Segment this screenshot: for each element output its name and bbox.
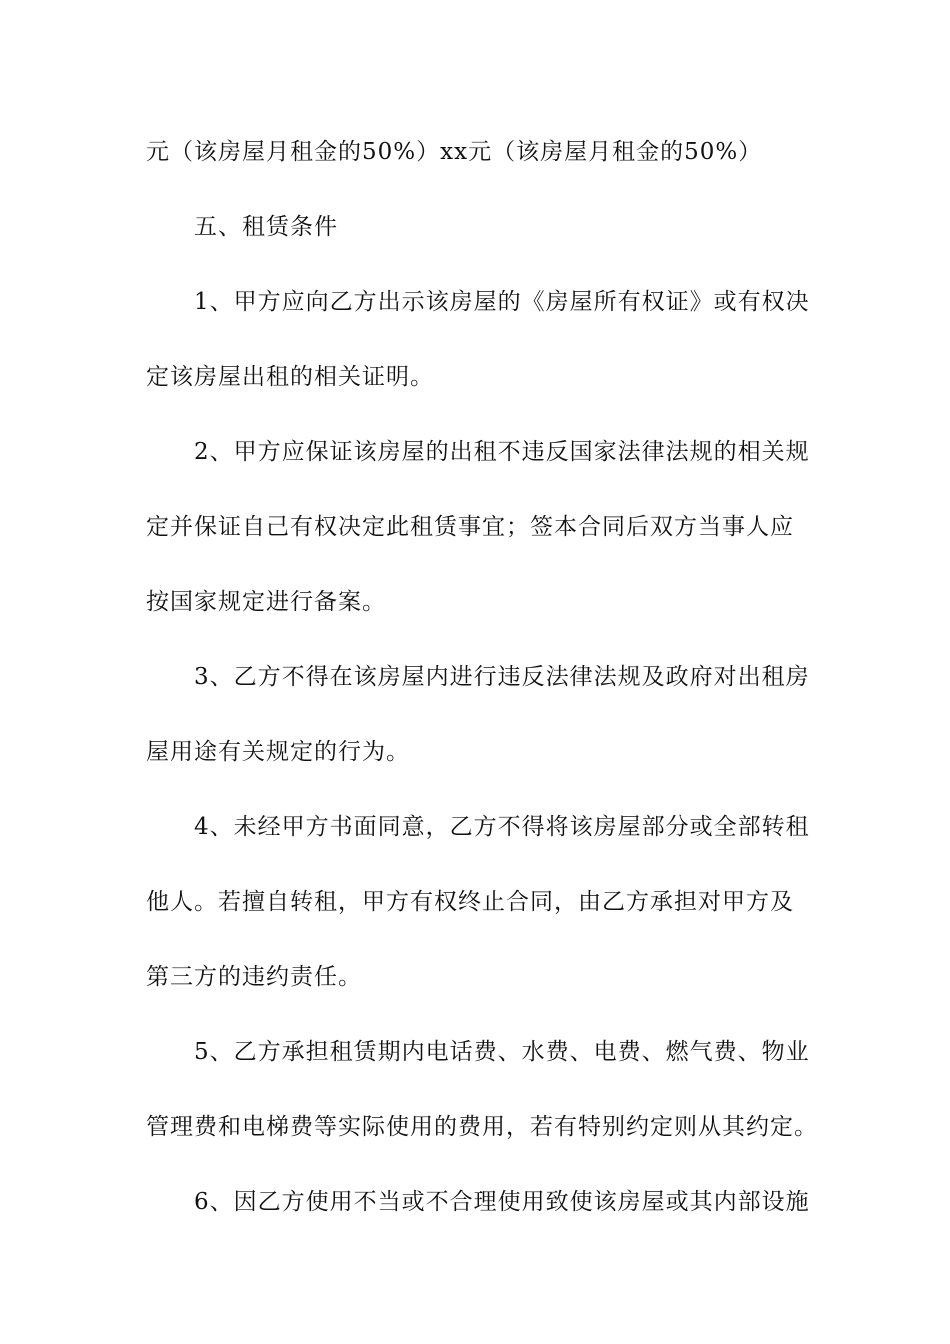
clause-2-line: 定并保证自己有权决定此租赁事宜；签本合同后双方当事人应	[146, 514, 794, 540]
section-heading: 五、租赁条件	[194, 214, 338, 240]
clause-2-line: 2、甲方应保证该房屋的出租不违反国家法律法规的相关规	[194, 439, 810, 465]
clause-5-line: 5、乙方承担租赁期内电话费、水费、电费、燃气费、物业	[194, 1039, 810, 1065]
clause-4-line: 他人。若擅自转租，甲方有权终止合同，由乙方承担对甲方及	[146, 889, 794, 915]
clause-5-line: 管理费和电梯费等实际使用的费用，若有特别约定则从其约定。	[146, 1114, 818, 1140]
text-line: 元（该房屋月租金的50%）xx元（该房屋月租金的50%）	[146, 139, 763, 165]
document-body	[146, 132, 818, 1257]
clause-3-line: 屋用途有关规定的行为。	[146, 739, 410, 765]
clause-1-line: 定该房屋出租的相关证明。	[146, 364, 434, 390]
clause-2-line: 按国家规定进行备案。	[146, 589, 386, 615]
clause-3-line: 3、乙方不得在该房屋内进行违反法律法规及政府对出租房	[194, 664, 810, 690]
clause-4-line: 4、未经甲方书面同意，乙方不得将该房屋部分或全部转租	[194, 814, 810, 840]
clause-6-line: 6、因乙方使用不当或不合理使用致使该房屋或其内部设施	[194, 1189, 810, 1215]
clause-1-line: 1、甲方应向乙方出示该房屋的《房屋所有权证》或有权决	[194, 289, 810, 315]
clause-4-line: 第三方的违约责任。	[146, 964, 362, 990]
